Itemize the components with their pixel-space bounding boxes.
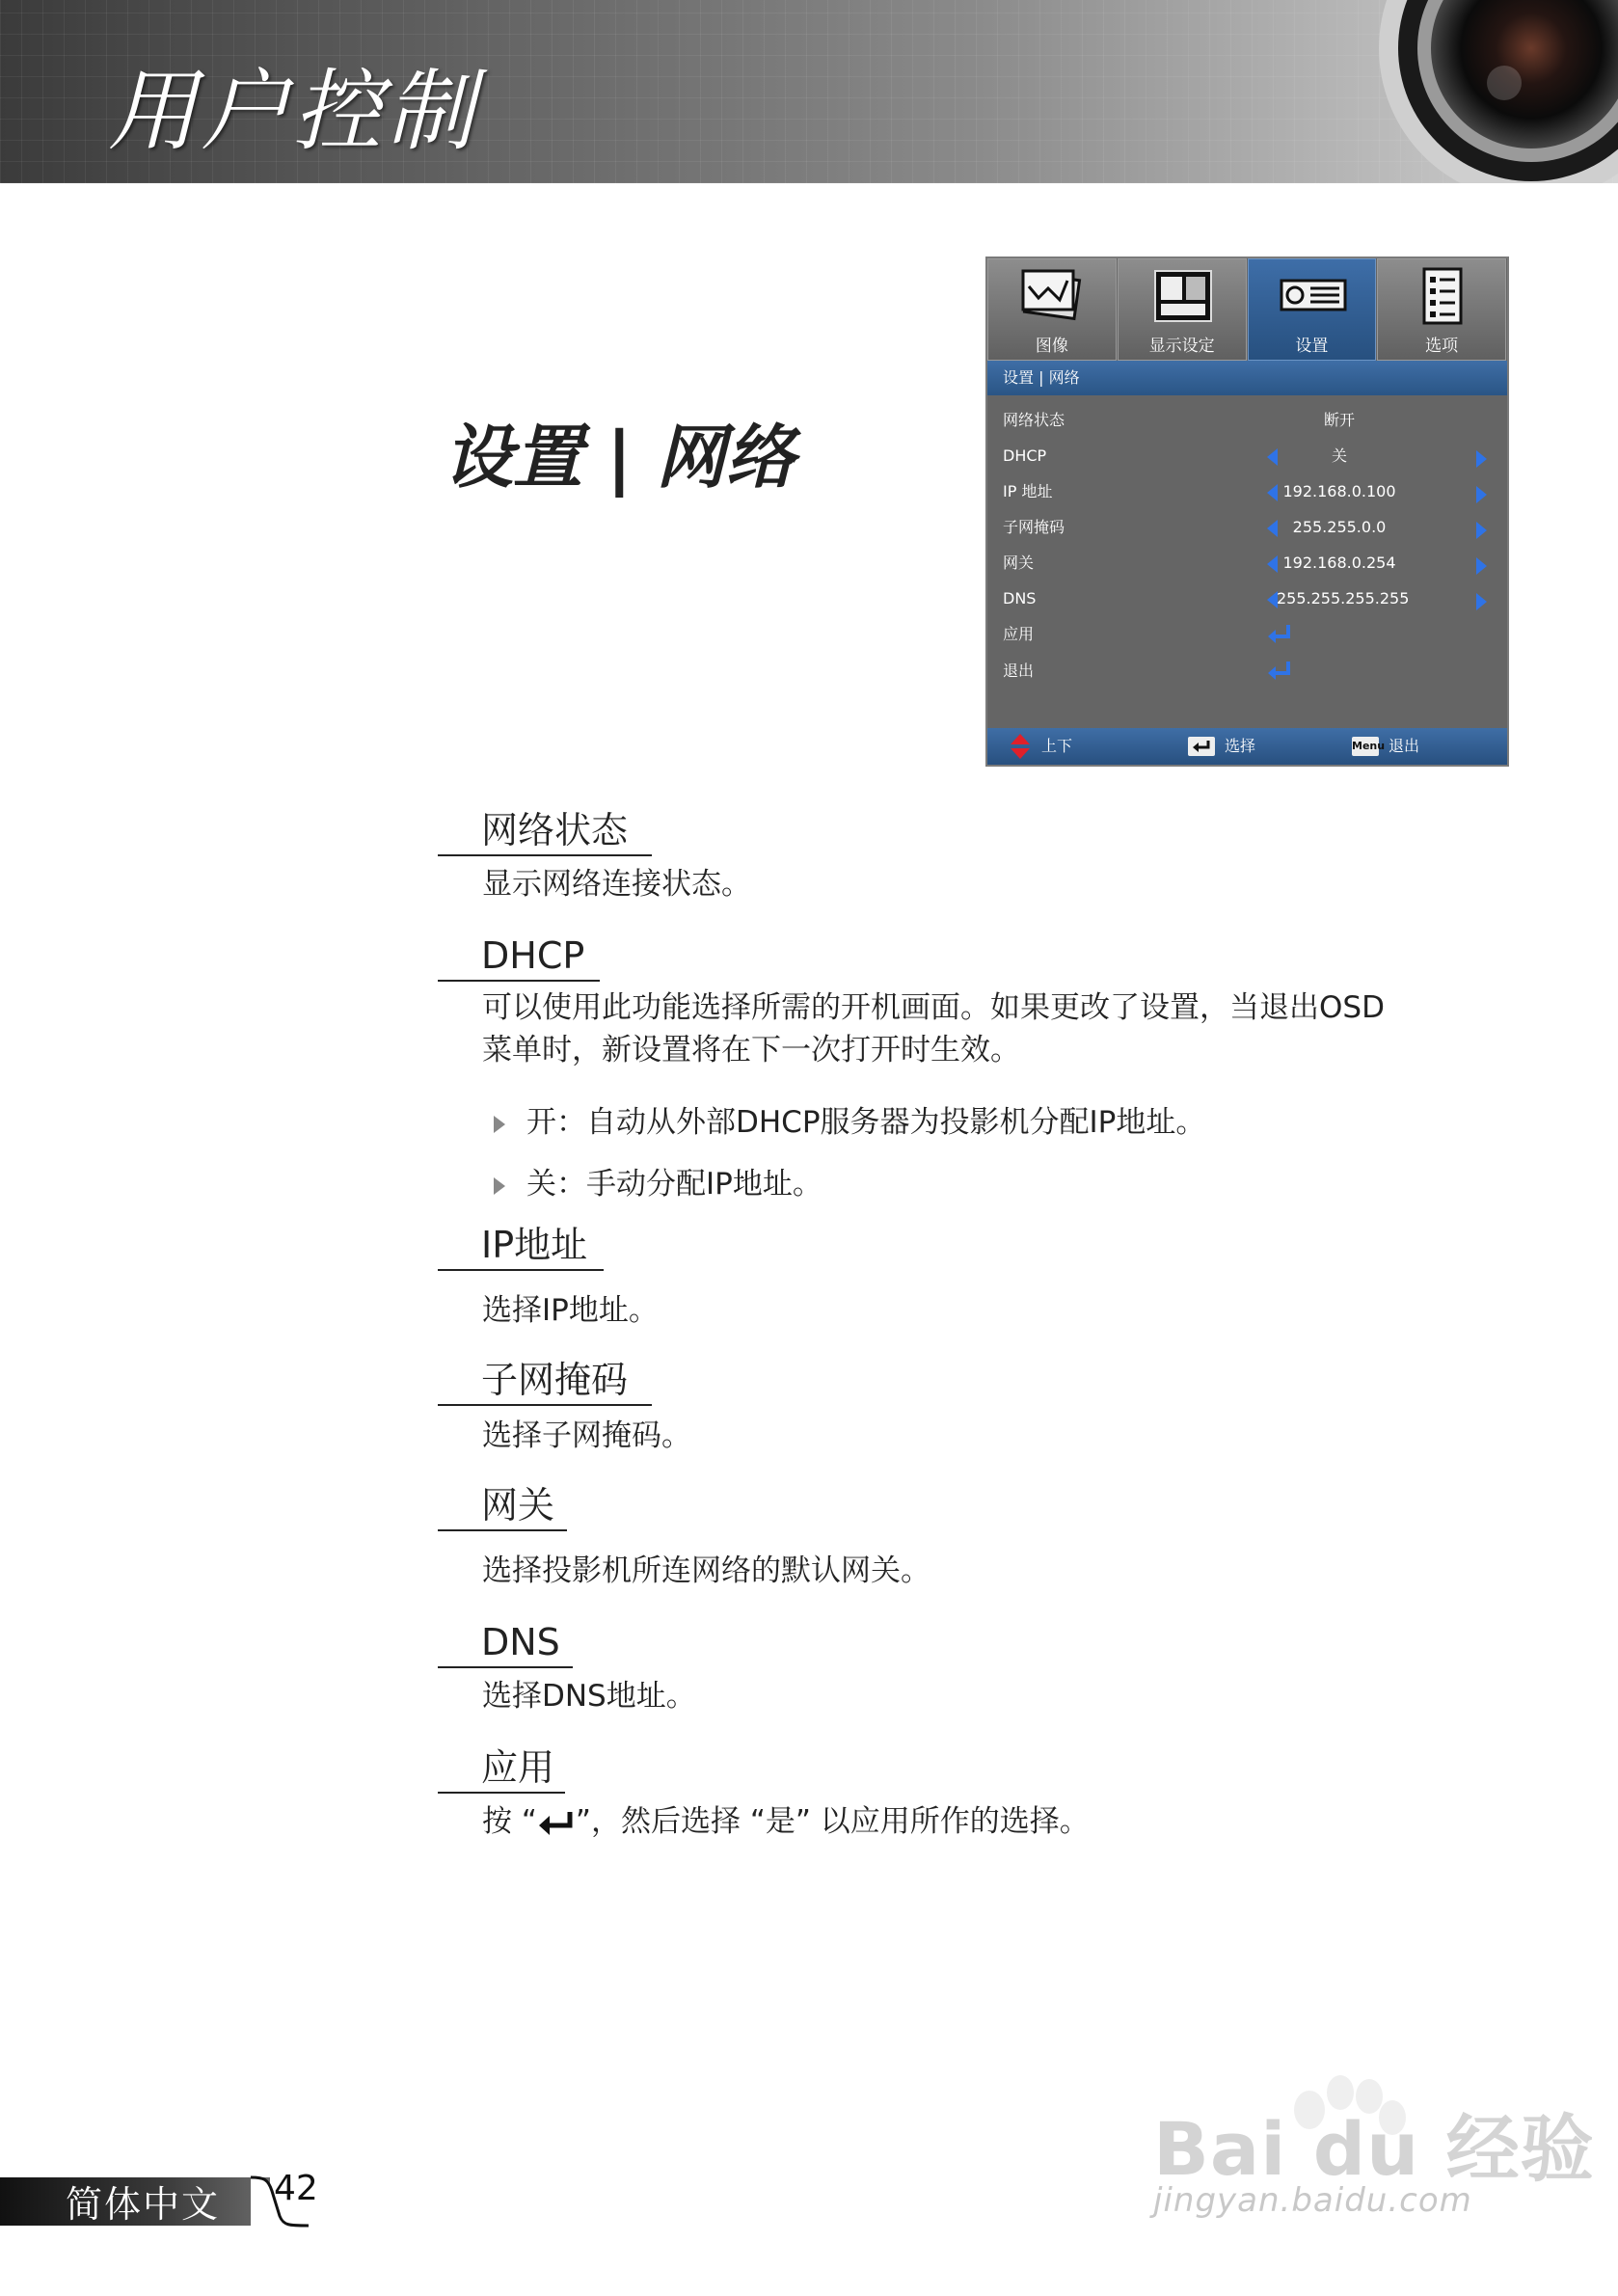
heading-text: DHCP bbox=[481, 934, 585, 977]
osd-row-label: DHCP bbox=[1003, 446, 1047, 465]
bullet-text: 关：手动分配IP地址。 bbox=[526, 1167, 822, 1202]
heading-underline bbox=[438, 1269, 604, 1271]
arrow-right-icon bbox=[1476, 593, 1487, 610]
osd-row-label: IP 地址 bbox=[1003, 482, 1053, 500]
bullet-dhcp-off bbox=[494, 1159, 822, 1202]
osd-footer-select-label: 选择 bbox=[1225, 737, 1256, 755]
heading-text: 应用 bbox=[481, 1746, 555, 1789]
heading-text: 子网掩码 bbox=[481, 1359, 629, 1401]
heading-underline bbox=[438, 1404, 652, 1406]
enter-icon bbox=[537, 1809, 576, 1838]
heading-ip-address bbox=[438, 1224, 588, 1266]
osd-row-label: 网络状态 bbox=[1003, 411, 1065, 429]
picture-icon bbox=[1019, 267, 1087, 327]
heading-dhcp bbox=[438, 934, 585, 977]
bullet-dhcp-on bbox=[494, 1097, 1205, 1141]
osd-tab-picture bbox=[987, 258, 1117, 361]
apply-text-after: ”，然后选择 “是” 以应用所作的选择。 bbox=[575, 1804, 1090, 1839]
paragraph-ip-address: 选择IP地址。 bbox=[482, 1293, 659, 1328]
osd-row-value: 断开 bbox=[1323, 411, 1355, 429]
osd-tab-options bbox=[1377, 258, 1506, 361]
osd-breadcrumb: 设置 | 网络 bbox=[987, 361, 1507, 395]
osd-row-value: 255.255.0.0 bbox=[1292, 518, 1387, 536]
enter-icon bbox=[1267, 623, 1292, 644]
osd-tab-bar bbox=[987, 258, 1507, 361]
heading-gateway bbox=[438, 1484, 555, 1526]
page-number: 42 bbox=[274, 2169, 318, 2208]
paragraph-gateway: 选择投影机所连网络的默认网关。 bbox=[482, 1553, 930, 1588]
heading-text: 网关 bbox=[481, 1484, 555, 1526]
osd-tab-label: 设置 bbox=[1295, 337, 1329, 356]
osd-row-label: 退出 bbox=[1003, 662, 1035, 680]
projector-icon bbox=[1280, 267, 1347, 327]
osd-row-value: 关 bbox=[1331, 446, 1347, 465]
osd-tab-label: 选项 bbox=[1425, 337, 1459, 356]
heading-text: IP地址 bbox=[481, 1224, 588, 1266]
osd-row-dhcp bbox=[987, 439, 1507, 473]
language-tab bbox=[0, 2177, 270, 2226]
osd-menu-screenshot bbox=[985, 257, 1509, 767]
osd-row-subnet-mask bbox=[987, 510, 1507, 545]
osd-row-gateway bbox=[987, 546, 1507, 581]
heading-text: 网络状态 bbox=[481, 809, 629, 851]
bullet-text: 开：自动从外部DHCP服务器为投影机分配IP地址。 bbox=[526, 1105, 1206, 1140]
osd-footer-exit-label: 退出 bbox=[1389, 737, 1420, 755]
arrow-right-icon bbox=[1476, 486, 1487, 503]
osd-footer-updown-label: 上下 bbox=[1041, 737, 1073, 755]
paragraph-dhcp-line2: 菜单时，新设置将在下一次打开时生效。 bbox=[482, 1033, 1020, 1067]
enter-key-icon bbox=[1188, 737, 1215, 756]
projector-lens-graphic bbox=[1377, 0, 1618, 183]
bullet-triangle-icon bbox=[494, 1177, 505, 1195]
osd-row-dns bbox=[987, 581, 1507, 616]
enter-icon bbox=[1192, 740, 1211, 753]
apply-text-before: 按 “ bbox=[482, 1804, 537, 1839]
heading-underline bbox=[438, 980, 600, 982]
paragraph-dns: 选择DNS地址。 bbox=[482, 1679, 696, 1714]
osd-row-value: 192.168.0.254 bbox=[1282, 554, 1396, 572]
enter-icon bbox=[1267, 660, 1292, 681]
arrow-right-icon bbox=[1476, 450, 1487, 468]
bullet-triangle-icon bbox=[494, 1116, 505, 1133]
osd-row-ip-address bbox=[987, 474, 1507, 509]
osd-tab-label: 图像 bbox=[1035, 337, 1068, 356]
up-down-arrow-icon bbox=[1011, 734, 1030, 759]
osd-tab-display bbox=[1118, 258, 1247, 361]
osd-footer-bar bbox=[987, 728, 1507, 765]
heading-underline bbox=[438, 1666, 573, 1668]
paragraph-network-status: 显示网络连接状态。 bbox=[482, 867, 751, 902]
options-list-icon bbox=[1409, 267, 1476, 327]
osd-tab-label: 显示设定 bbox=[1148, 337, 1215, 356]
osd-row-apply bbox=[987, 617, 1507, 652]
osd-row-label: 子网掩码 bbox=[1003, 518, 1065, 536]
section-title: 设置 | 网络 bbox=[444, 417, 796, 498]
heading-dns bbox=[438, 1621, 560, 1663]
osd-row-value: 255.255.255.255 bbox=[1277, 589, 1410, 608]
heading-underline bbox=[438, 1792, 565, 1794]
heading-underline bbox=[438, 1529, 567, 1531]
display-icon bbox=[1149, 267, 1217, 327]
page-chapter-title: 用户控制 bbox=[108, 60, 479, 163]
paragraph-subnet-mask: 选择子网掩码。 bbox=[482, 1418, 691, 1453]
osd-tab-setup bbox=[1248, 258, 1377, 361]
heading-apply bbox=[438, 1746, 555, 1789]
osd-row-value: 192.168.0.100 bbox=[1282, 482, 1396, 500]
paragraph-apply bbox=[482, 1801, 1090, 1843]
heading-subnet-mask bbox=[438, 1359, 629, 1401]
paragraph-dhcp-line1: 可以使用此功能选择所需的开机画面。如果更改了设置，当退出OSD bbox=[482, 990, 1385, 1025]
watermark-brand: Bai du 经验 bbox=[1153, 2106, 1595, 2192]
heading-network-status bbox=[438, 809, 629, 851]
language-label: 简体中文 bbox=[66, 2183, 221, 2226]
heading-underline bbox=[438, 854, 652, 856]
watermark-domain: jingyan.baidu.com bbox=[1153, 2181, 1472, 2220]
osd-row-exit bbox=[987, 654, 1507, 689]
heading-text: DNS bbox=[481, 1621, 560, 1663]
arrow-right-icon bbox=[1476, 557, 1487, 575]
osd-row-label: 应用 bbox=[1003, 625, 1035, 643]
arrow-right-icon bbox=[1476, 522, 1487, 539]
osd-row-label: DNS bbox=[1003, 589, 1037, 608]
osd-row-label: 网关 bbox=[1003, 554, 1035, 572]
menu-key-icon: Menu bbox=[1352, 737, 1379, 756]
osd-row-network-status bbox=[987, 403, 1507, 438]
page-footer bbox=[0, 2169, 328, 2229]
header-banner bbox=[0, 0, 1618, 183]
